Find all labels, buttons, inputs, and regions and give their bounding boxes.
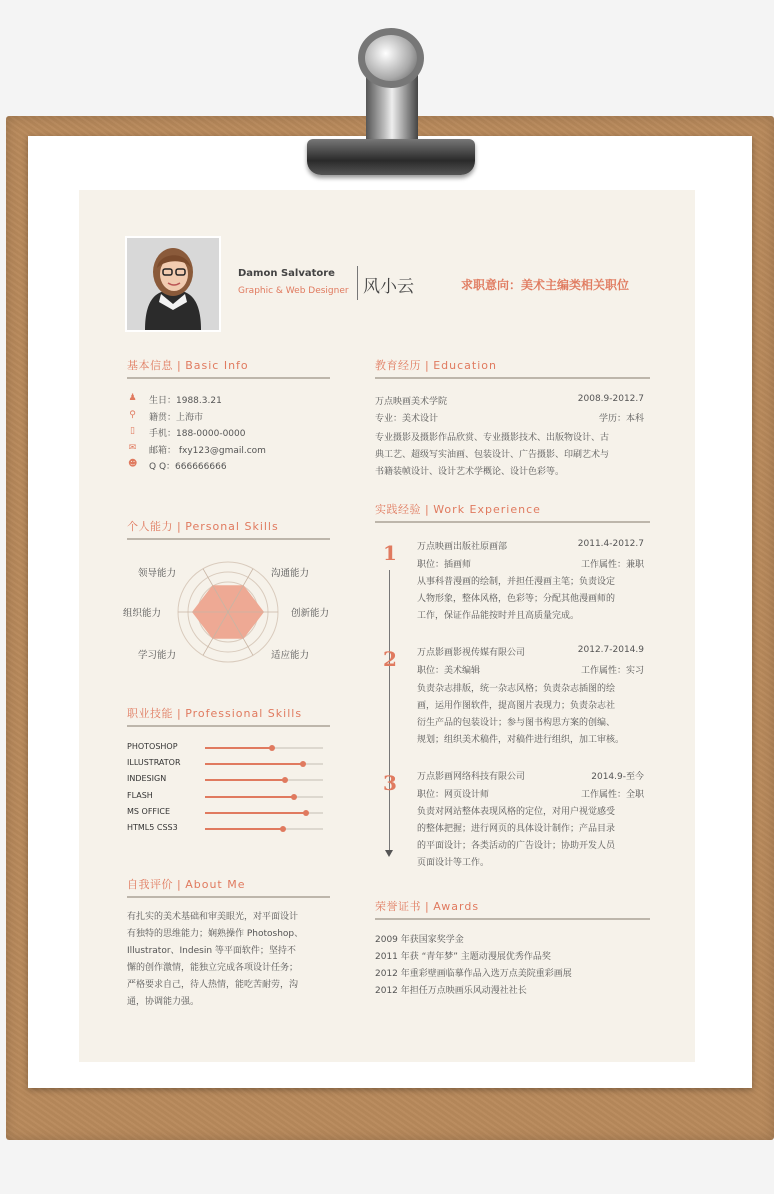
skill-bar (205, 828, 323, 830)
edu-major: 专业：美术设计 (375, 414, 439, 424)
edu-line: 专业摄影及摄影作品欣赏、专业摄影技术、出版物设计、古 (375, 433, 610, 443)
job-type: 工作属性：全职 (580, 790, 644, 800)
job-number: 1 (383, 541, 397, 565)
avatar (125, 236, 221, 332)
basic-info-item: 手机：188-0000-0000 (149, 429, 246, 439)
binder-clip-icon (307, 139, 475, 175)
skill-bar-fill (205, 828, 283, 830)
skill-bar-fill (205, 812, 306, 814)
award-item: 2012 年担任万点映画乐风动漫社社长 (375, 986, 527, 996)
skill-bar (205, 812, 323, 814)
section-title-en: Personal Skills (185, 520, 279, 533)
job-line: 从事科普漫画的绘制，并担任漫画主笔；负责设定 (417, 577, 616, 587)
timeline-arrow-icon (385, 850, 393, 857)
title-separator: | (421, 900, 434, 913)
about-line: 有扎实的美术基础和审美眼光，对平面设计 (127, 912, 299, 922)
job-company: 万点映画出版社原画部 (417, 542, 508, 552)
job-number: 2 (383, 647, 397, 671)
awards-list (375, 932, 572, 1000)
job-position: 职位：插画师 (417, 560, 472, 570)
skill-bar (205, 779, 323, 781)
title-separator: | (421, 503, 434, 516)
section-title-en: Professional Skills (185, 707, 303, 720)
job-position: 职位：美术编辑 (417, 666, 481, 676)
job-line: 画，运用作图软件，提高图片表现力；负责杂志社 (417, 701, 616, 711)
section-awards (375, 898, 650, 920)
radar-label: 创新能力 (291, 608, 330, 619)
avatar-portrait-icon (127, 238, 219, 330)
job-description (417, 681, 624, 749)
radar-label: 适应能力 (271, 650, 310, 661)
skill-bar-fill (205, 796, 294, 798)
edu-school: 万点映画美术学院 (375, 397, 448, 407)
title-separator: | (173, 707, 186, 720)
about-line: 通，协调能力强。 (127, 997, 200, 1007)
clip-ring-icon (358, 28, 424, 88)
title-separator: | (173, 359, 186, 372)
name-chinese: 风小云 (363, 277, 414, 297)
radar-label: 学习能力 (138, 650, 177, 661)
section-personal-skills (127, 518, 330, 540)
section-professional-skills (127, 705, 330, 727)
job-period: 2011.4-2012.7 (577, 539, 644, 549)
job-line: 页面设计等工作。 (417, 858, 490, 868)
about-text (127, 909, 303, 1011)
section-basic-info (127, 357, 330, 379)
skill-bar (205, 796, 323, 798)
section-title-cn: 实践经验 (375, 503, 421, 516)
skill-bar (205, 747, 323, 749)
skill-name: FLASH (127, 790, 153, 800)
section-education (375, 357, 650, 379)
location-pin-icon: ⚲ (129, 409, 136, 420)
job-line: 负责杂志排版，统一杂志风格；负责杂志插图的绘 (417, 684, 616, 694)
radar-label: 沟通能力 (271, 568, 310, 579)
about-line: 有独特的思维能力；娴熟操作 Photoshop、 (127, 929, 304, 939)
section-work-experience (375, 501, 650, 523)
job-type: 工作属性：兼职 (580, 560, 644, 570)
job-line: 负责对网站整体表现风格的定位，对用户视觉感受 (417, 807, 616, 817)
radar-chart (173, 557, 283, 667)
section-title-en: Work Experience (433, 503, 541, 516)
job-line: 的整体把握；进行网页的具体设计制作；产品目录 (417, 824, 616, 834)
about-line: 严格要求自己，待人热情，能吃苦耐劳，沟 (127, 980, 299, 990)
person-icon: ♟ (128, 393, 137, 403)
phone-icon: ▯ (130, 426, 135, 436)
job-line: 规划；组织美术稿件，对稿件进行组织，加工审核。 (417, 735, 625, 745)
job-period: 2014.9-至今 (591, 772, 644, 782)
job-company: 万点影画影视传媒有限公司 (417, 648, 526, 658)
job-intent: 求职意向：美术主编类相关职位 (461, 278, 630, 292)
job-description (417, 804, 615, 872)
section-title-en: Awards (433, 900, 480, 913)
title-separator: | (173, 878, 186, 891)
basic-info-item: 邮箱： fxy123@gmail.com (149, 445, 266, 456)
header-divider (357, 266, 358, 300)
timeline-line (389, 570, 390, 852)
job-description (417, 574, 615, 625)
job-line: 人物形象，整体风格，色彩等；分配其他漫画师的 (417, 594, 616, 604)
section-title-cn: 荣誉证书 (375, 900, 421, 913)
basic-info-item: Q Q：666666666 (149, 462, 227, 472)
edu-courses (375, 430, 609, 481)
mail-icon: ✉ (128, 442, 137, 453)
edu-period: 2008.9-2012.7 (577, 394, 644, 404)
job-company: 万点影画网络科技有限公司 (417, 772, 526, 782)
basic-info-item: 生日：1988.3.21 (149, 396, 222, 406)
skill-bar-knob (291, 794, 297, 800)
award-item: 2012 年重彩壁画临摹作品入选万点美院重彩画展 (375, 969, 572, 979)
edu-degree: 学历：本科 (598, 414, 644, 424)
job-line: 衍生产品的包装设计；参与图书构思方案的创编、 (417, 718, 616, 728)
title-english: Graphic & Web Designer (238, 286, 349, 296)
skill-name: INDESIGN (127, 774, 167, 784)
skill-name: PHOTOSHOP (127, 742, 178, 751)
job-period: 2012.7-2014.9 (577, 645, 644, 655)
skill-bar-knob (280, 826, 286, 832)
radar-label: 组织能力 (123, 608, 162, 619)
radar-label: 领导能力 (138, 568, 177, 579)
job-position: 职位：网页设计师 (417, 790, 490, 800)
award-item: 2009 年获国家奖学金 (375, 935, 464, 945)
section-title-cn: 自我评价 (127, 878, 173, 891)
section-title-cn: 职业技能 (127, 707, 173, 720)
title-separator: | (421, 359, 434, 372)
job-line: 工作，保证作品能按时并且高质量完成。 (417, 611, 580, 621)
edu-line: 书籍装帧设计、设计艺术学概论、设计色彩等。 (375, 467, 565, 477)
section-about-me (127, 876, 330, 898)
section-title-cn: 基本信息 (127, 359, 173, 372)
skill-bar-fill (205, 779, 285, 781)
job-line: 的平面设计；各类活动的广告设计；协助开发人员 (417, 841, 616, 851)
basic-info-item: 籍贯：上海市 (149, 412, 204, 423)
section-title-cn: 教育经历 (375, 359, 421, 372)
section-title-en: About Me (185, 878, 246, 891)
skill-name: ILLUSTRATOR (127, 758, 181, 768)
award-item: 2011 年获 “青年梦” 主题动漫展优秀作品奖 (375, 952, 551, 962)
section-title-en: Education (433, 359, 497, 372)
edu-line: 典工艺、超级写实油画、包装设计、广告摄影、印刷艺术与 (375, 450, 610, 460)
title-separator: | (173, 520, 186, 533)
section-title-cn: 个人能力 (127, 520, 173, 533)
job-type: 工作属性：实习 (580, 666, 644, 676)
job-number: 3 (383, 771, 397, 795)
skill-bar-fill (205, 747, 272, 749)
section-title-en: Basic Info (185, 359, 249, 372)
skill-name: MS OFFICE (127, 806, 171, 816)
skill-bar (205, 763, 323, 765)
name-english: Damon Salvatore (238, 268, 335, 279)
skill-name: HTML5 CSS3 (127, 823, 178, 832)
about-line: Illustrator、Indesin 等平面软件；坚持不 (127, 946, 296, 956)
qq-icon: ☻ (128, 459, 138, 469)
skill-bar-fill (205, 763, 303, 765)
about-line: 懈的创作激情，能独立完成各项设计任务； (127, 963, 299, 973)
